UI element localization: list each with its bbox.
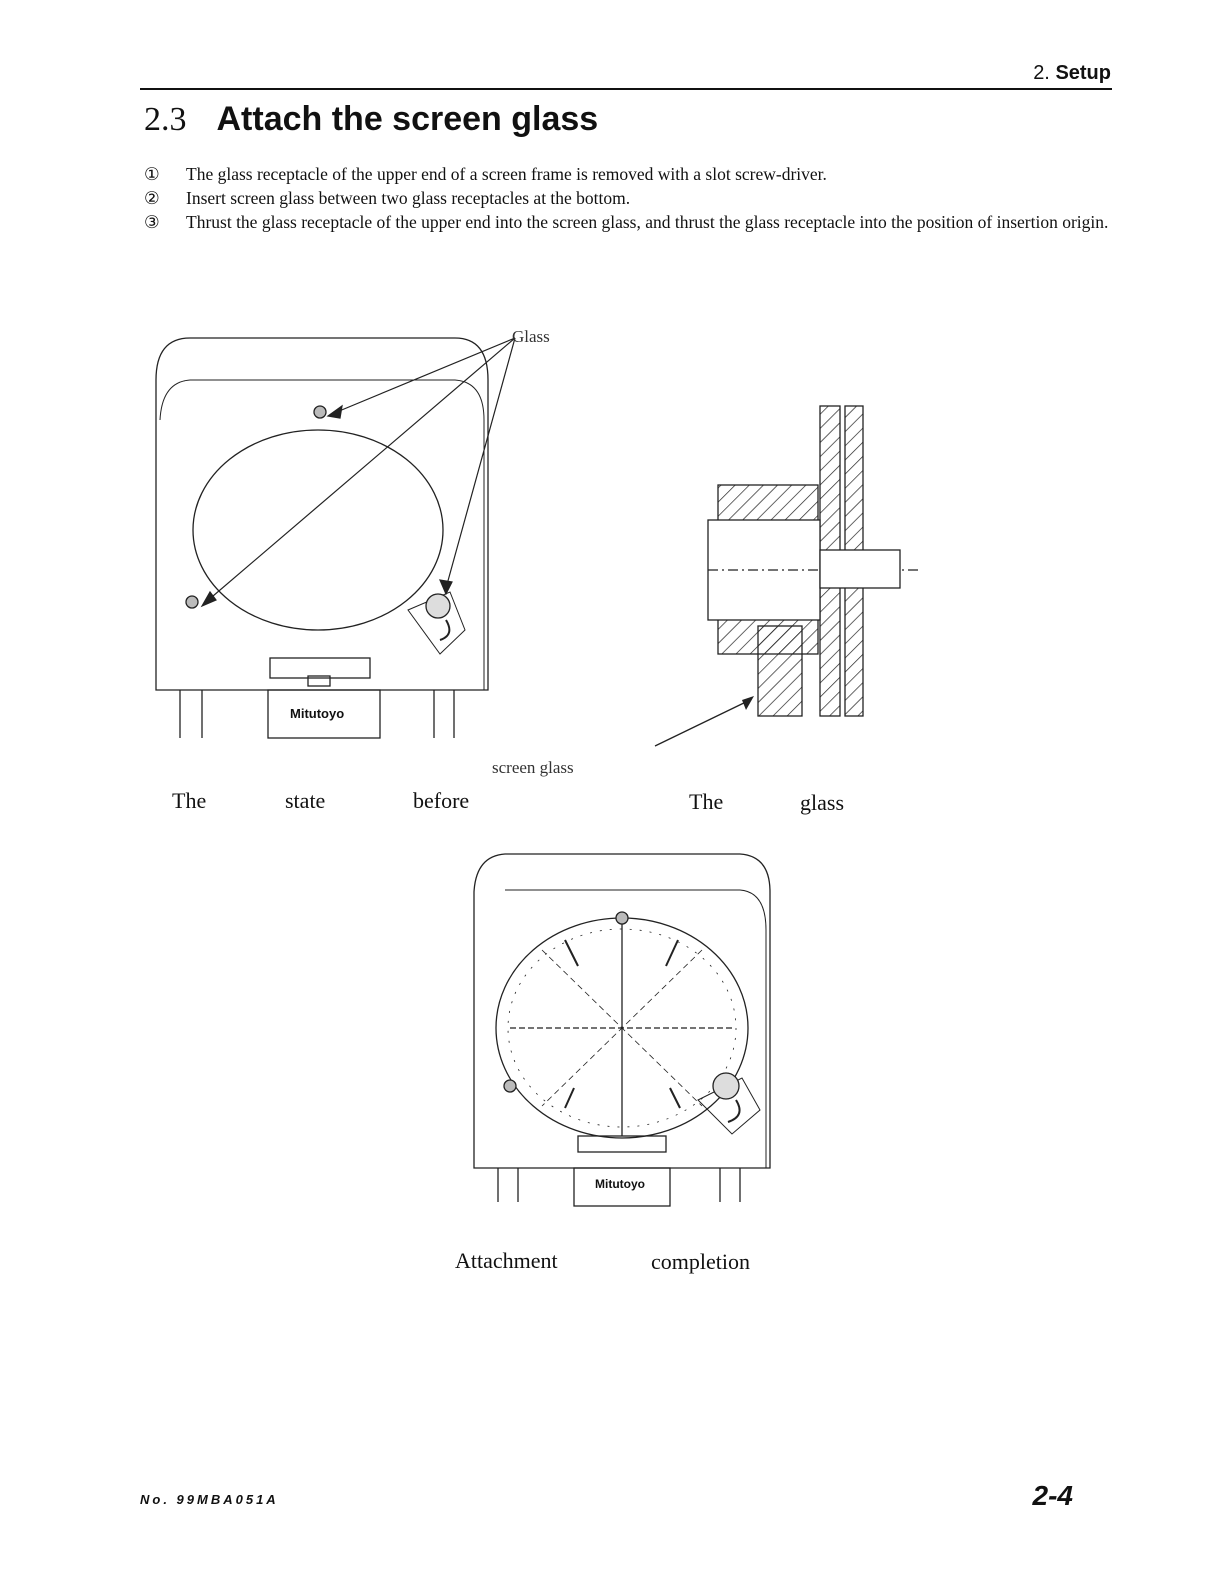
caption-after-word-2: completion (651, 1249, 750, 1274)
caption-detail-word-2: glass (800, 790, 844, 815)
step-text: The glass receptacle of the upper end of a screen frame is removed with a slot screw-driver. (186, 164, 827, 184)
figure-detail-drawing (650, 400, 940, 750)
document-number: No. 99MBA051A (140, 1492, 279, 1507)
step-text: Insert screen glass between two glass receptacles at the bottom. (186, 188, 631, 208)
step-item (144, 210, 1119, 234)
glass-callout: Glass (512, 327, 550, 346)
step-item (144, 186, 1119, 210)
section-number: 2. (1033, 62, 1050, 84)
step-mark: ③ (144, 212, 160, 232)
screen-glass-callout: screen glass (492, 758, 574, 777)
caption-before-word-3: before (413, 788, 470, 813)
header-rule (140, 88, 1112, 90)
brand-label-before: Mitutoyo (290, 706, 345, 721)
brand-label-after: Mitutoyo (595, 1177, 645, 1191)
caption-detail-word-1: The (689, 789, 724, 814)
step-mark: ② (144, 188, 160, 208)
step-item (144, 162, 1119, 186)
page-title (144, 100, 598, 139)
caption-after-word-1: Attachment (455, 1248, 558, 1273)
section-name: Setup (1055, 62, 1111, 84)
step-list (144, 162, 1119, 234)
title-text: Attach the screen glass (216, 100, 599, 138)
step-text: Thrust the glass receptacle of the upper end into the screen glass, and thrust the glass receptacle into the position of insertion origin. (186, 212, 1109, 232)
step-mark: ① (144, 164, 160, 184)
caption-before-word-1: The (172, 788, 207, 813)
figure-before-drawing (150, 330, 510, 740)
page-number: 2-4 (1032, 1480, 1073, 1511)
caption-before-word-2: state (285, 788, 326, 813)
running-header (1033, 62, 1111, 85)
title-number: 2.3 (144, 101, 187, 138)
figure-after-drawing (470, 850, 780, 1210)
